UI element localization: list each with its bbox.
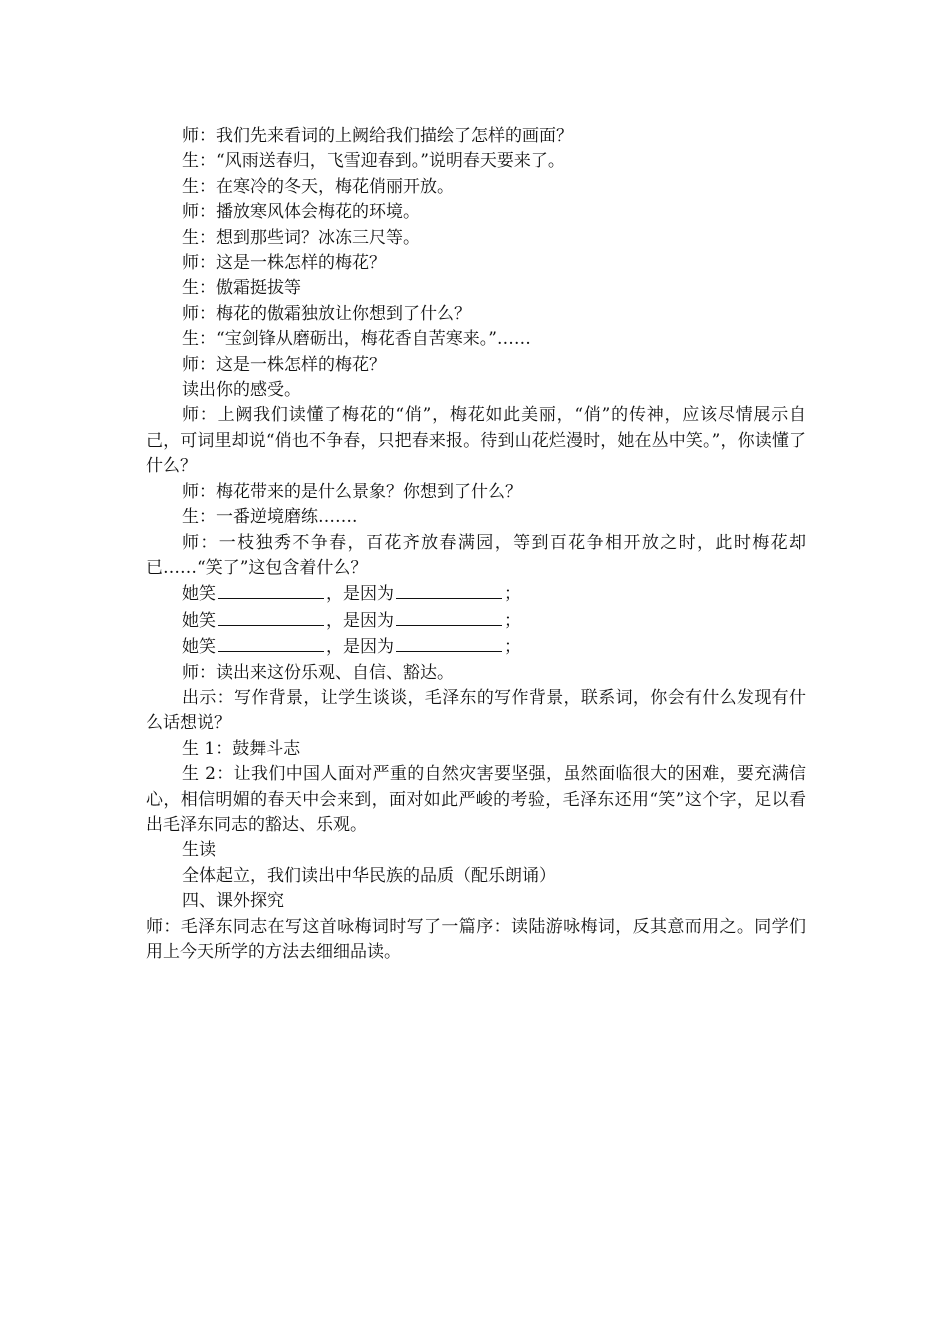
fill-blank-line	[146, 608, 806, 634]
dialogue-line: 生：“宝剑锋从磨砺出，梅花香自苦寒来。”……	[182, 329, 531, 350]
dialogue-line: 生 1：鼓舞斗志	[182, 738, 301, 759]
fill-suffix: ；	[504, 637, 521, 658]
dialogue-line: 读出你的感受。	[182, 380, 301, 401]
paragraph: 师：一枝独秀不争春，百花齐放春满园，等到百花争相开放之时，此时梅花却已……“笑了”这包含着什么？	[146, 532, 806, 578]
dialogue-line: 生：“风雨送春归，飞雪迎春到。”说明春天要来了。	[182, 151, 565, 172]
fill-prefix: 她笑	[182, 584, 216, 605]
dialogue-line: 师：梅花的傲霜独放让你想到了什么？	[182, 303, 471, 324]
dialogue-line: 生：想到那些词？冰冻三尺等。	[182, 227, 420, 248]
section-heading: 四、课外探究	[182, 891, 284, 912]
paragraph: 师：毛泽东同志在写这首咏梅词时写了一篇序：读陆游咏梅词，反其意而用之。同学们用上今天所学的方法去细细品读。	[146, 916, 806, 962]
dialogue-line: 师：读出来这份乐观、自信、豁达。	[182, 662, 454, 683]
dialogue-line: 师：梅花带来的是什么景象？你想到了什么？	[182, 481, 522, 502]
document-page	[146, 124, 806, 965]
dialogue-line: 全体起立，我们读出中华民族的品质（配乐朗诵）	[182, 865, 556, 886]
paragraph: 生 2：让我们中国人面对严重的自然灾害要坚强，虽然面临很大的困难，要充满信心，相信明媚的春天中会来到，面对如此严峻的考验，毛泽东还用“笑”这个字，足以看出毛泽东同志的豁达、乐观。	[146, 764, 806, 835]
fill-blank-line	[146, 581, 806, 607]
blank-field[interactable]	[396, 608, 502, 626]
blank-field[interactable]	[218, 634, 324, 652]
paragraph: 出示：写作背景，让学生谈谈，毛泽东的写作背景，联系词，你会有什么发现有什么话想说？	[146, 687, 806, 734]
dialogue-line: 师：这是一株怎样的梅花？	[182, 253, 386, 274]
dialogue-line: 生：一番逆境磨练…….	[182, 507, 358, 528]
fill-suffix: ；	[504, 610, 521, 631]
dialogue-line: 生：傲霜挺拔等	[182, 278, 301, 299]
dialogue-line: 师：这是一株怎样的梅花？	[182, 354, 386, 375]
fill-middle: ，是因为	[326, 610, 394, 631]
fill-prefix: 她笑	[182, 610, 216, 631]
paragraph: 师：上阙我们读懂了梅花的“俏”，梅花如此美丽，“俏”的传神，应该尽情展示自己，可词里却说“俏也不争春，只把春来报。待到山花烂漫时，她在丛中笑。”，你读懂了什么？	[146, 405, 806, 477]
dialogue-line: 生：在寒冷的冬天，梅花俏丽开放。	[182, 176, 454, 197]
blank-field[interactable]	[396, 581, 502, 599]
fill-middle: ，是因为	[326, 637, 394, 658]
dialogue-line: 生读	[182, 840, 216, 861]
blank-field[interactable]	[218, 608, 324, 626]
dialogue-line: 师：播放寒风体会梅花的环境。	[182, 202, 420, 223]
fill-middle: ，是因为	[326, 584, 394, 605]
fill-suffix: ；	[504, 584, 521, 605]
dialogue-line: 师：我们先来看词的上阙给我们描绘了怎样的画面？	[182, 126, 573, 146]
blank-field[interactable]	[396, 634, 502, 652]
fill-blank-line	[146, 634, 806, 660]
blank-field[interactable]	[218, 581, 324, 599]
fill-prefix: 她笑	[182, 637, 216, 658]
